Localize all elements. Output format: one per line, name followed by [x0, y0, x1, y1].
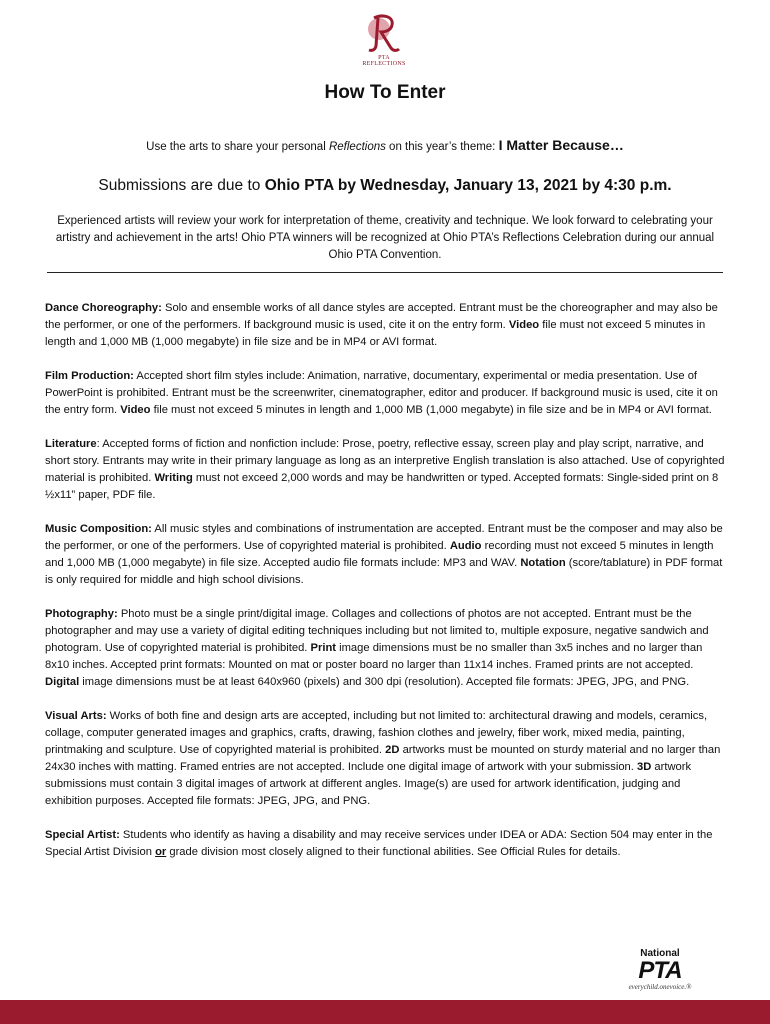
- category-text: Students who identify as having a disability and may receive services under IDEA or ADA: Section 504 may enter in the Special Artist Division: [45, 829, 713, 858]
- reflections-r-icon: [364, 12, 404, 54]
- category-film: [45, 368, 727, 419]
- category-text: Photo must be a single print/digital image. Collages and collections of photos are not accepted. Entrant must be the photographer and may use a variety of digital editing techniques including but not limited to, multiple exposure, negative sandwich and photogram. Use of copyrighted material is prohibited.: [45, 608, 709, 654]
- category-text: Solo and ensemble works of all dance styles are accepted. Entrant must be the choreographer and may also be the performer, or one of the performers. If background music is used, cite it on the entry form.: [45, 302, 718, 331]
- category-label: Music Composition:: [45, 523, 152, 535]
- category-label: Visual Arts:: [45, 710, 107, 722]
- theme-lead: Use the arts to share your personal: [146, 141, 329, 153]
- divider-line: [47, 272, 723, 273]
- category-text: image dimensions must be no smaller than 3x5 inches and no larger than 8x10 inches. Accepted print formats: Mounted on mat or poster board no larger than 11x14 inches. Framed prints are not accepted.: [45, 642, 703, 671]
- due-deadline: Ohio PTA by Wednesday, January 13, 2021 by 4:30 p.m.: [264, 177, 672, 194]
- category-keyword: 2D: [385, 744, 400, 756]
- intro-paragraph: Experienced artists will review your work for interpretation of theme, creativity and technique. We look forward to celebrating your artistry and achievement in the arts! Ohio PTA winners will be recognized at Ohio PTA’s Reflections Celebration during our annual Ohio PTA Convention.: [55, 215, 715, 261]
- category-text: All music styles and combinations of instrumentation are accepted. Entrant must be the composer and may also be the performer, or one of the performers. Use of copyrighted material is prohibited.: [45, 523, 723, 552]
- national-pta-tagline: everychild.onevoice.®: [628, 983, 692, 991]
- category-list: [45, 300, 727, 878]
- category-text: must not exceed 2,000 words and may be handwritten or typed. Accepted formats: Single-sided print on 8 ½x11” paper, PDF file.: [45, 472, 719, 501]
- category-keyword: Video: [120, 404, 151, 416]
- category-dance: [45, 300, 727, 351]
- theme-line: [0, 137, 770, 153]
- category-keyword: Audio: [449, 540, 482, 552]
- national-pta-label: National: [640, 948, 680, 959]
- category-text: image dimensions must be at least 640x960 (pixels) and 300 dpi (resolution). Accepted file formats: JPEG, JPG, and PNG.: [79, 676, 690, 688]
- category-text: (score/tablature) in PDF format is only required for middle and high school divisions.: [45, 557, 723, 586]
- category-visual-arts: [45, 708, 727, 810]
- category-text: file must not exceed 5 minutes in length and 1,000 MB (1,000 megabyte) in file size and be in MP4 or AVI format.: [45, 319, 706, 348]
- category-text: : Accepted forms of fiction and nonfiction include: Prose, poetry, reflective essay, screen play and play script, narrative, and short story. Entrants may write in their primary language as long as an interpretive English translation is also attached. Use of copyrighted material is prohibited.: [45, 438, 725, 484]
- category-label: Special Artist:: [45, 829, 120, 841]
- national-pta-logo: [620, 948, 700, 991]
- theme-lead-emphasis: Reflections: [328, 141, 386, 153]
- category-special-artist: [45, 827, 727, 861]
- category-label: Literature: [45, 438, 97, 450]
- category-text: Accepted short film styles include: Animation, narrative, documentary, experimental or media presentation. Use of PowerPoint is prohibited. Entrant must be the screenwriter, cinematographer, editor and producer. If background music is used, cite it on the entry form.: [45, 370, 718, 416]
- category-keyword: Print: [310, 642, 337, 654]
- category-keyword: Writing: [154, 472, 193, 484]
- category-text: recording must not exceed 5 minutes in length and 1,000 MB (1,000 megabyte) in file size. Accepted audio file formats include: MP3 and WAV.: [45, 540, 714, 569]
- category-keyword: 3D: [637, 761, 652, 773]
- theme-lead-tail: on this year’s theme:: [385, 141, 499, 153]
- category-music: [45, 521, 727, 589]
- category-text: artwork submissions must contain 3 digital images of artwork at different angles. Image(s) are used for artwork identification, judging and exhibition purposes. Accepted file formats: JPEG, JPG, and PNG.: [45, 761, 692, 807]
- category-keyword: Video: [508, 319, 540, 331]
- theme-name: I Matter Because…: [498, 137, 624, 153]
- footer-bar: [0, 1000, 770, 1024]
- category-keyword: Digital: [45, 676, 80, 688]
- category-text: grade division most closely aligned to their functional abilities. See Official Rules for details.: [166, 846, 621, 858]
- category-literature: [45, 436, 727, 504]
- logo-caption: PTA REFLECTIONS: [362, 55, 406, 67]
- category-text: file must not exceed 5 minutes in length and 1,000 MB (1,000 megabyte) in file size and be in MP4 or AVI format.: [150, 404, 712, 416]
- category-keyword: Notation: [520, 557, 566, 569]
- national-pta-wordmark: PTA: [638, 957, 682, 984]
- category-text: artworks must be mounted on sturdy material and no larger than 24x30 inches with matting. Framed entries are not accepted. Include one digital image of artwork with your submission.: [45, 744, 721, 773]
- pta-reflections-logo: [356, 12, 412, 67]
- category-keyword: or: [155, 846, 167, 858]
- due-line: [0, 177, 770, 195]
- category-label: Photography:: [45, 608, 118, 620]
- page-title: How To Enter: [324, 82, 446, 103]
- category-text: Works of both fine and design arts are accepted, including but not limited to: architectural drawing and models, ceramics, collage, computer generated images and graphics, crafts, drawing, fashion clothes and jewelry, fiber work, mixed media, painting, printmaking and sculpture. Use of copyrighted material is prohibited.: [45, 710, 708, 756]
- category-label: Dance Choreography:: [45, 302, 162, 314]
- due-lead: Submissions are due to: [98, 177, 265, 194]
- category-photography: [45, 606, 727, 691]
- category-label: Film Production:: [45, 370, 134, 382]
